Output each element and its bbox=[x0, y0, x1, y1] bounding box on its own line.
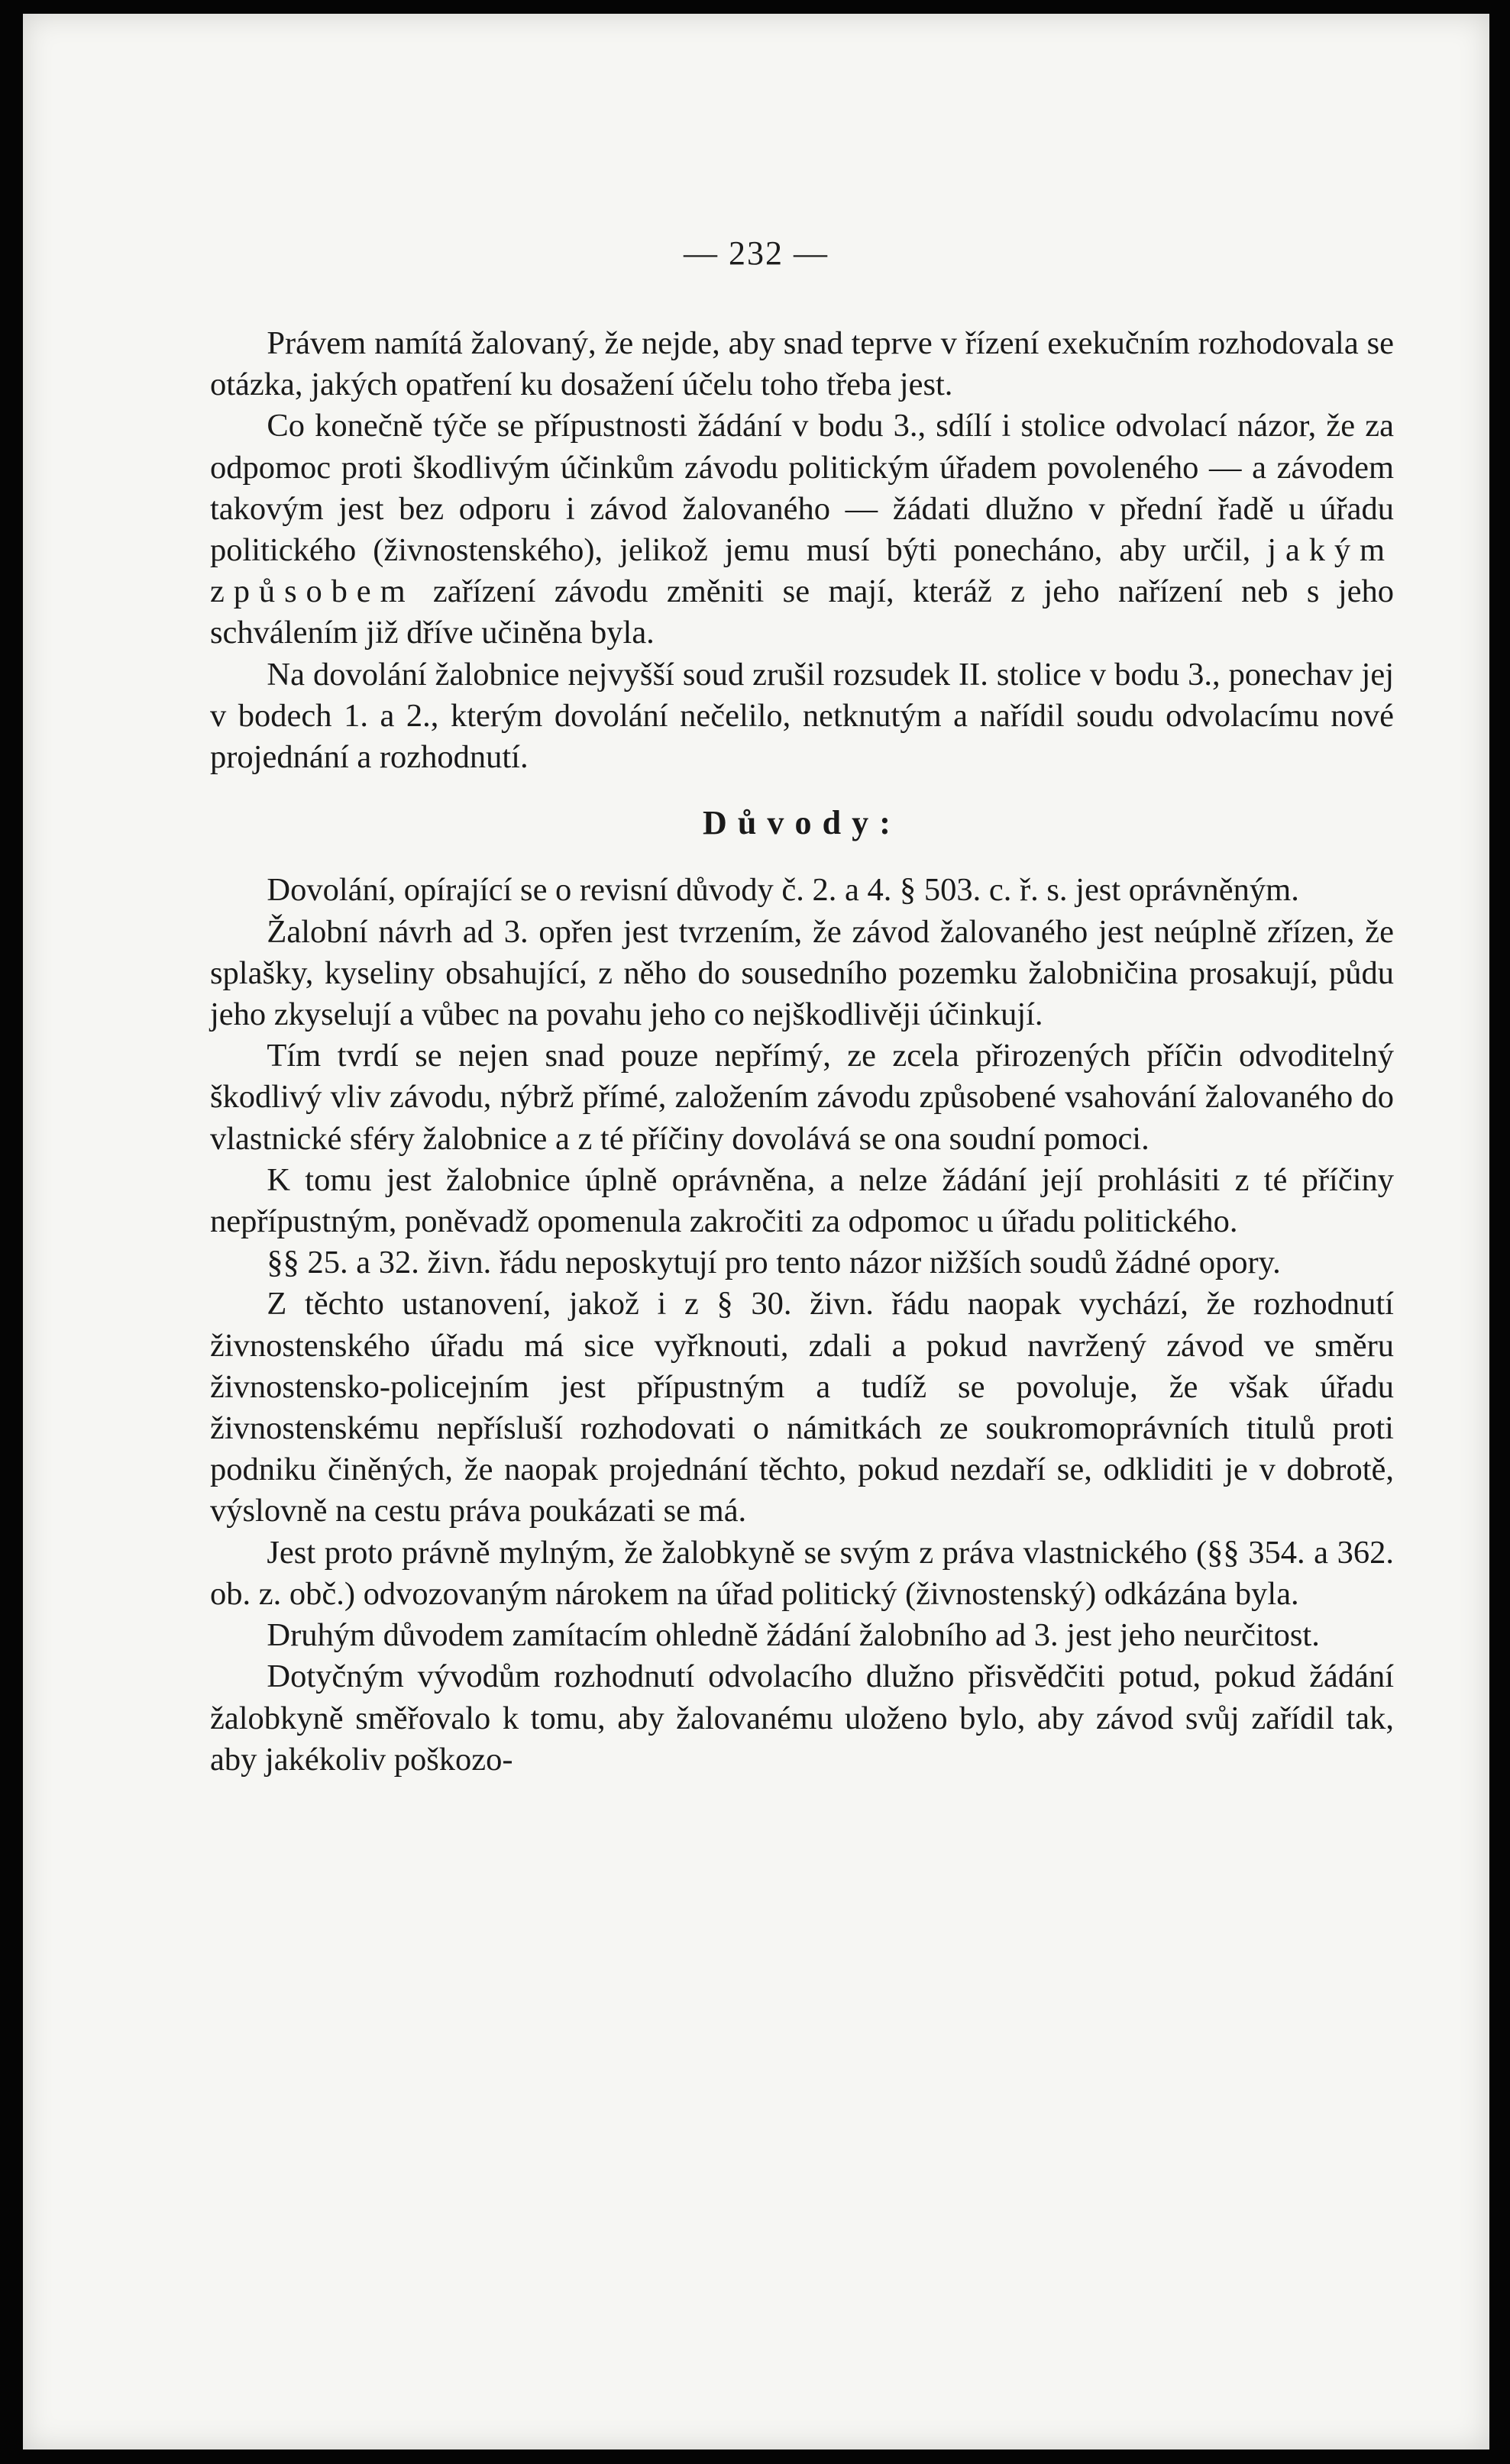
paragraph-3: Na dovolání žalobnice nejvyšší soud zrušil rozsudek II. stolice v bodu 3., ponechav jej v bodech 1. a 2., kterým dovolání nečelilo, netknutým a nařídil soudu odvolacímu nové projednání a rozhodnutí. bbox=[210, 656, 1394, 776]
page-text bbox=[210, 323, 1394, 1781]
paragraph-5: Žalobní návrh ad 3. opřen jest tvrzením, že závod žalovaného jest neúplně zřízen, že splašky, kyseliny obsahující, z něho do sousedního pozemku žalobničina prosakují, půdu jeho zkyselují a vůbec na povahu jeho co nejškodlivěji účinkují. bbox=[210, 913, 1394, 1033]
paragraph-12: Dotyčným vývodům rozhodnutí odvolacího dlužno přisvědčiti potud, pokud žádání žalobkyně směřovalo k tomu, aby žalovanému uloženo bylo, aby závod svůj zařídil tak, aby jakékoliv poškozo- bbox=[210, 1658, 1394, 1778]
spaced-emphasis: jakým způsobem bbox=[210, 532, 1394, 610]
paragraph-7: K tomu jest žalobnice úplně oprávněna, a nelze žádání její prohlásiti z té příčiny nepřípustným, poněvadž opomenula zakročiti za odpomoc u úřadu politického. bbox=[210, 1161, 1394, 1240]
paragraph-2-end: zařízení závodu změniti se mají, kteráž z jeho nařízení neb s jeho schválením již dříve učiněna byla. bbox=[210, 573, 1394, 651]
paragraph-10: Jest proto právně mylným, že žalobkyně se svým z práva vlastnického (§§ 354. a 362. ob. z. obč.) odvozovaným nárokem na úřad politický (živnostenský) odkázána byla. bbox=[210, 1534, 1394, 1612]
paragraph-8: §§ 25. a 32. živn. řádu neposkytují pro tento názor nižších soudů žádné opory. bbox=[267, 1245, 1281, 1281]
paragraph-1: Právem namítá žalovaný, že nejde, aby snad teprve v řízení exekučním rozhodovala se otázka, jakých opatření ku dosažení účelu toho třeba jest. bbox=[210, 325, 1394, 403]
page-number: — 232 — bbox=[684, 234, 829, 272]
paragraph-9: Z těchto ustanovení, jakož i z § 30. živn. řádu naopak vychází, že rozhodnutí živnostenského úřadu má sice vyřknouti, zdali a pokud navržený závod ve směru živnostensko-policejním jest přípustným a tudíž se povoluje, že však úřadu živnostenskému nepřísluší rozhodovati o námitkách ze soukromoprávních titulů proti podniku činěných, že naopak projednání těchto, pokud nezdaří se, odkliditi je v dobrotě, výslovně na cestu práva poukázati se má. bbox=[210, 1286, 1394, 1529]
paragraph-2-start: Co konečně týče se přípustnosti žádání v bodu 3., sdílí i stolice odvolací názor, že za odpomoc proti škodlivým účinkům závodu politickým úřadem povoleného — a závodem takovým jest bez odporu i závod žalovaného — žádati dlužno v přední řadě u úřadu politického (živnostenského), jelikož jemu musí býti ponecháno, aby určil, bbox=[210, 408, 1394, 569]
paragraph-2 bbox=[210, 405, 1394, 654]
paragraph-4: Dovolání, opírající se o revisní důvody č. 2. a 4. § 503. c. ř. s. jest oprávněným. bbox=[267, 872, 1299, 909]
paragraph-6: Tím tvrdí se nejen snad pouze nepřímý, ze zcela přirozených příčin odvoditelný škodlivý vliv závodu, nýbrž přímé, založením závodu způsobené vsahování žalovaného do vlastnické sféry žalobnice a z té příčiny dovolává se ona soudní pomoci. bbox=[210, 1038, 1394, 1157]
book-page bbox=[23, 14, 1489, 2449]
section-heading: Důvody: bbox=[703, 804, 901, 842]
paragraph-11: Druhým důvodem zamítacím ohledně žádání žalobního ad 3. jest jeho neurčitost. bbox=[267, 1617, 1320, 1654]
